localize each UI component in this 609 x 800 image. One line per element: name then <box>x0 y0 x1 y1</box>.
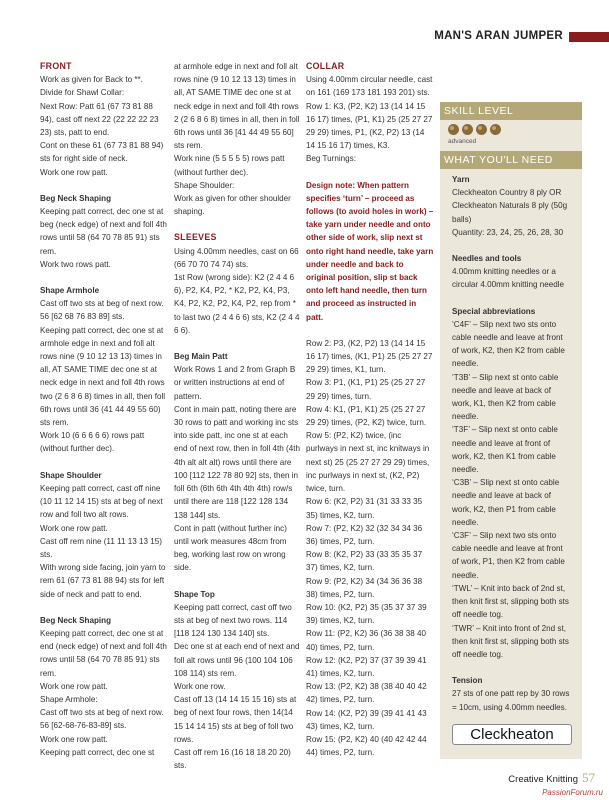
skill-level-panel <box>440 120 582 151</box>
page-number: 57 <box>582 770 595 785</box>
page-header-title: MAN'S ARAN JUMPER <box>434 30 563 42</box>
tension-heading: Tension <box>452 676 483 686</box>
skill-rating <box>448 124 574 135</box>
page-footer <box>508 770 595 786</box>
shape-top-heading: Shape Top <box>174 589 215 599</box>
collar-rows-text: Row 2: P3, (K2, P2) 13 (14 14 15 16 17) times, (K1, P1) 25 (25 27 27 29 29) times, K1, turn. Row 3: P1, (K1, P1) 25 (25 27 27 29 29) times, turn. Row 4: K1, (P1, K1) 25 (25 27 27 29 29) times, (P2, K2) twice, turn. Row 5: (P2, K2) twice, (inc purlways in next st, inc knitways in next st) 25 (25 27 27 29 29) times, inc purlways in next st, (K2, P2) twice, turn. Row 6: (K2, P2) 31 (31 33 33 35 35) times, K2, turn. Row 7: (P2, K2) 32 (32 34 34 36 36) times, P2, turn. Row 8: (K2, P2) 33 (33 35 35 37 37) times, K2, turn. Row 9: (P2, K2) 34 (34 36 36 38 38) times, P2, turn. Row 10: (K2, P2) 35 (35 37 37 39 39) times, K2, turn. Row 11: (P2, K2) 36 (36 38 38 40 40) times, P2, turn. Row 12: (K2, P2) 37 (37 39 39 41 41) times, K2, turn. Row 13: (P2, K2) 38 (38 40 40 42 42) times, P2, turn. Row 14: (K2, P2) 39 (39 41 41 43 43) times, K2, turn. Row 15: (P2, K2) 40 (40 42 42 44 44) times, P2, turn. <box>306 338 433 758</box>
shoulder-heading: Shape Shoulder <box>40 470 102 480</box>
front-continued-text: at armhole edge in next and foll alt rows nine (9 10 12 13 13) times in all, AT SAME TIME dec one st at neck edge in next and foll 4th rows 2 (2 6 8 6 8) times in all, then in foll 6th rows until 36 [41 44 49 55 60] sts rem. Work nine (5 5 5 5 5) rows patt (without further dec). Shape Shoulder: Work as given for other shoulder shaping. <box>174 62 300 217</box>
abbreviations-text: ‘C4F’ – Slip next two sts onto cable needle and leave at front of work, K2, then K2 from cable needle. ‘T3B’ – Slip next st onto cable needle and leave at back of work, K1, then K2 from cable needle. ‘T3F’ – Slip next st onto cable needle and leave at front of work, K2, then K1 from cable needle. ‘C3B’ – Slip next st onto cable needle and leave at back of work, K2, then P1 from cable needle. ‘C3F’ – Slip next two sts onto cable needle and leave at front of work, P1, then K2 from cable needle. ‘TWL’ – Knit into back of 2nd st, then knit first st, slipping both sts off needle tog. ‘TWR’ – Knit into front of 2nd st, then knit first st, slipping both sts off needle tog. <box>452 319 569 659</box>
yarn-text: Cleckheaton Country 8 ply OR Cleckheaton Naturals 8 ply (50g balls) Quantity: 23, 24, 25, 26, 28, 30 <box>452 188 568 237</box>
watermark: PassionForum.ru <box>542 788 603 797</box>
front-text: Work as given for Back to **. Divide for Shawl Collar: Next Row: Patt 61 (67 73 81 88 94), cast off next 22 (22 22 22 23 23) sts, patt to end. Cont on these 61 (67 73 81 88 94) sts for right side of neck. Work one row patt. <box>40 75 164 177</box>
armhole-text: Cast off two sts at beg of next row. 56 [62 68 76 83 89] sts. Keeping patt correct, dec one st at armhole edge in next and foll alt rows nine (9 10 12 13 13) times in all, AT SAME TIME dec one st at neck edge in next and foll 4th rows two (2 6 8 6 8) times in all, then foll 6th rows until 36 (41 44 49 55 60) sts rem. Work 10 (6 6 6 6 6) rows patt (without further dec). <box>40 299 166 454</box>
tension-text: 27 sts of one patt rep by 30 rows = 10cm, using 4.00mm needles. <box>452 689 570 712</box>
sleeves-heading: SLEEVES <box>174 232 217 243</box>
column-collar <box>306 60 434 759</box>
neck-shaping-heading: Beg Neck Shaping <box>40 193 112 203</box>
skill-level-value: advanced <box>448 138 477 145</box>
collar-text: Using 4.00mm circular needle, cast on 161 (169 173 181 193 201) sts. Row 1: K3, (P2, K2) 13 (14 14 15 16 17) times, (P1, K1) 25 (25 27 27 29 29) times, P1, (K2, P2) 13 (14 14 15 16 17) times, K3. Beg Turnings: <box>306 75 433 164</box>
front-heading: FRONT <box>40 61 72 71</box>
neck-shaping-text: Keeping patt correct, dec one st at beg (neck edge) of next and foll 4th rows until 58 (64 70 78 85 91) sts rem. Work two rows patt. <box>40 207 167 269</box>
yarn-heading: Yarn <box>452 175 470 184</box>
collar-heading: COLLAR <box>306 61 345 71</box>
cleckheaton-logo: Cleckheaton <box>452 724 572 745</box>
yarn-ball-icon <box>462 124 473 135</box>
what-you-need-heading: WHAT YOU'LL NEED <box>440 151 582 169</box>
main-patt-heading: Beg Main Patt <box>174 352 228 362</box>
yarn-ball-icon <box>476 124 487 135</box>
column-front <box>40 60 168 759</box>
main-patt-text: Work Rows 1 and 2 from Graph B or written instructions at end of pattern. Cont in main patt, noting there are 30 rows to patt and working inc sts into side patt, inc one st at each end of next row, then in foll 4th (4th 4th alt alt alt) rows until there are 100 [112 122 78 80 92] sts, then in foll 6th (6th 6th 4th 4th 4th) row/s until there are 118 [122 128 134 138 144] sts. Cont in patt (without further inc) until work measures 48cm from beg, working last row on wrong side. <box>174 365 300 573</box>
neck-shaping-2-text: Keeping patt correct, dec one st at end (neck edge) of next and foll 4th rows until 58 (64 70 78 85 91) sts rem. Work one row patt. Shape Armhole: Cast off two sts at beg of next row. 56 [62-68-76-83-89] sts. Work one row patt. Keeping patt correct, dec one st <box>40 628 167 757</box>
shoulder-text: Keeping patt correct, cast off nine (10 11 12 14 15) sts at beg of next row and foll two alt rows. Work one row patt. Cast off rem nine (11 11 13 13 15) sts. With wrong side facing, join yarn to rem 61 (67 73 81 88 94) sts for left side of neck and patt to end. <box>40 483 166 599</box>
neck-shaping-2-heading: Beg Neck Shaping <box>40 615 112 625</box>
column-sleeves <box>174 60 302 772</box>
yarn-ball-icon <box>448 124 459 135</box>
yarn-ball-icon <box>490 124 501 135</box>
shape-top-text: Keeping patt correct, cast off two sts at beg of next two rows. 114 [118 124 130 134 140] sts. Dec one st at each end of next and foll alt rows until 96 (100 104 106 108 114) sts rem. Work one row. Cast off 13 (14 14 15 15 16) sts at beg of next four rows, then 14(14 15 14 14 15) sts at beg of foll two rows. Cast off rem 16 (16 18 18 20 20) sts. <box>174 602 300 771</box>
header-accent-bar <box>569 32 609 42</box>
magazine-name: Creative Knitting <box>508 774 578 785</box>
armhole-heading: Shape Armhole <box>40 286 100 296</box>
needles-heading: Needles and tools <box>452 254 522 264</box>
materials-body <box>440 169 582 759</box>
skill-level-heading: SKILL LEVEL <box>440 102 582 120</box>
sleeves-text: Using 4.00mm needles, cast on 66 (66 70 70 74 74) sts. 1st Row (wrong side): K2 (2 4 4 6 6), P2, K4, P2, * K2, P2, K4, P3, K4, P2, K2, P2, K4, P2, rep from * to last two (2 4 4 6 6) sts, K2 (2 4 4 6 6). <box>174 246 300 335</box>
materials-sidebar <box>440 102 582 759</box>
needles-text: 4.00mm knitting needles or a circular 4.00mm knitting needle <box>452 267 565 290</box>
design-note: Design note: When pattern specifies ‘turn’ – proceed as follows (to avoid holes in work) – take yarn under needle and onto other side of work, slip next st onto right hand needle, take yarn under needle and back to original position, slip st back onto left hand needle, then turn and proceed as instructed in patt. <box>306 180 434 322</box>
abbreviations-heading: Special abbreviations <box>452 306 536 316</box>
